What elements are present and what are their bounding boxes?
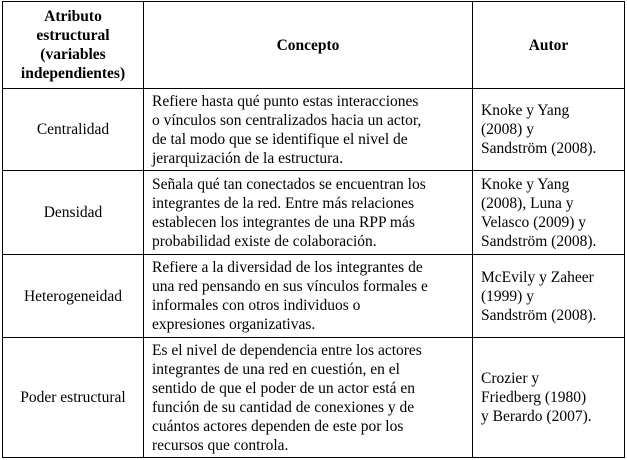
concept-line: Es el nivel de dependencia entre los actores	[152, 341, 422, 359]
author-line: Sandström (2008).	[481, 232, 597, 250]
concept-line: probabilidad existe de colaboración.	[152, 232, 377, 250]
concept-line: Refiere a la diversidad de los integrantes de	[152, 259, 423, 276]
concept-cell	[144, 171, 473, 255]
concept-line: integrantes de una red en cuestión, en el	[152, 360, 400, 378]
header-attribute-line: Atributo	[44, 8, 102, 25]
header-author: Autor	[473, 2, 625, 89]
author-line: McEvily y Zaheer	[481, 268, 594, 286]
author-cell	[473, 171, 625, 255]
concept-line: función de su cantidad de conexiones y de	[152, 398, 415, 416]
concept-line: expresiones organizativas.	[152, 316, 316, 333]
table-row	[3, 255, 625, 338]
header-attribute	[3, 2, 144, 89]
author-cell	[473, 338, 625, 458]
concept-cell	[144, 89, 473, 171]
attribute-cell: Centralidad	[3, 89, 144, 171]
author-line: (2008), Luna y	[481, 194, 574, 212]
concept-line: una red pensando en sus vínculos formales e	[152, 278, 428, 295]
table-header-row	[3, 2, 625, 89]
concept-line: cuántos actores dependen de este por los	[152, 417, 404, 435]
concept-line: Refiere hasta qué punto estas interacciones	[152, 92, 419, 110]
author-line: Sandström (2008).	[481, 140, 597, 157]
concept-cell	[144, 338, 473, 458]
table-wrapper	[2, 1, 624, 457]
structural-attributes-table	[2, 1, 625, 458]
author-line: (2008) y	[481, 121, 534, 138]
table-row	[3, 89, 625, 171]
concept-line: integrantes de la red. Entre más relaciones	[152, 194, 415, 212]
attribute-cell: Heterogeneidad	[3, 255, 144, 338]
header-attribute-line: estructural	[36, 27, 110, 44]
concept-cell	[144, 255, 473, 338]
header-attribute-line: (variables	[40, 46, 106, 63]
concept-line: establecen los integrantes de una RPP más	[152, 213, 415, 231]
author-cell	[473, 89, 625, 171]
author-line: Velasco (2009) y	[481, 213, 587, 231]
attribute-cell: Densidad	[3, 171, 144, 255]
author-line: Crozier y	[481, 370, 540, 387]
attribute-cell: Poder estructural	[3, 338, 144, 458]
author-line: Knoke y Yang	[481, 175, 570, 193]
concept-line: de tal modo que se identifique el nivel de	[152, 130, 408, 148]
concept-line: informales con otros individuos o	[152, 297, 361, 314]
concept-line: recursos que controla.	[152, 436, 289, 454]
concept-line: o vínculos son centralizados hacia un actor,	[152, 111, 422, 129]
header-concept: Concepto	[144, 2, 473, 89]
author-cell	[473, 255, 625, 338]
author-line: Sandström (2008).	[481, 306, 597, 324]
table-row	[3, 338, 625, 458]
author-line: Knoke y Yang	[481, 102, 570, 119]
author-line: Friedberg (1980)	[481, 389, 587, 406]
concept-line: Señala qué tan conectados se encuentran los	[152, 175, 426, 193]
concept-line: sentido de que el poder de un actor está en	[152, 379, 415, 397]
concept-line: jerarquización de la estructura.	[152, 149, 344, 167]
author-line: (1999) y	[481, 287, 534, 305]
table-row	[3, 171, 625, 255]
author-line: y Berardo (2007).	[481, 408, 592, 425]
header-attribute-line: independientes)	[20, 65, 126, 82]
